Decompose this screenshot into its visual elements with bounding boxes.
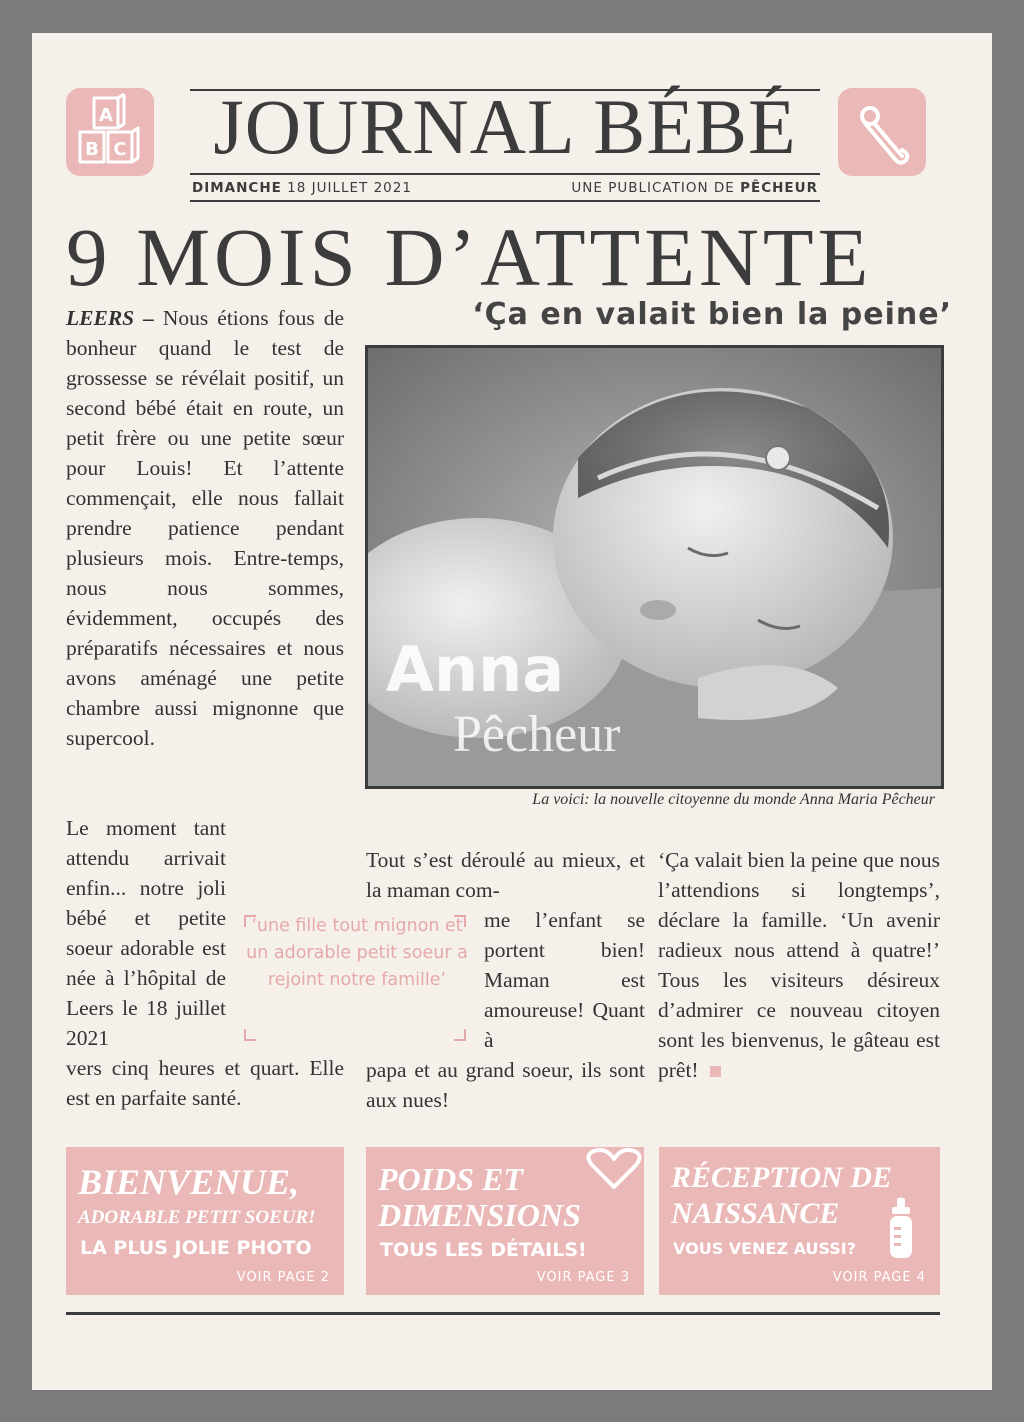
article-paragraph-2a-text: Le moment tant attendu arrivait enfin... notre joli bébé et petite soeur adorable est née à l’hôpital de Leers le 18 juillet 2021 — [66, 816, 226, 1050]
pull-quote: ‘une fille tout mignon et un adorable petit soeur a rejoint notre famille’ — [246, 916, 468, 990]
photo-caption: La voici: la nouvelle citoyenne du monde Anna Maria Pêcheur — [532, 791, 935, 808]
publication-prefix: UNE PUBLICATION DE — [571, 180, 735, 196]
article-paragraph-2a — [66, 813, 226, 1053]
promo-weight-link[interactable]: VOIR PAGE 3 — [536, 1270, 630, 1285]
baby-photo — [365, 345, 944, 789]
end-mark-icon — [710, 1066, 721, 1077]
promo-reception-link[interactable]: VOIR PAGE 4 — [832, 1270, 926, 1285]
promo-reception[interactable] — [659, 1147, 940, 1295]
page-headline: 9 MOIS D’ATTENTE — [66, 211, 873, 303]
article-column-2-a: Tout s’est déroulé au mieux, et la maman com- — [366, 848, 645, 902]
dateline-date-text: 18 JUILLET 2021 — [287, 180, 412, 196]
publication-name: PÊCHEUR — [740, 180, 818, 196]
promo-welcome-title: BIENVENUE, — [78, 1162, 300, 1202]
promo-reception-title: RÉCEPTION DE — [671, 1161, 892, 1194]
dateline-date — [192, 180, 412, 196]
promo-reception-subtitle: VOUS VENEZ AUSSI? — [673, 1239, 857, 1258]
article-column-3 — [658, 845, 940, 1085]
article-column-2-bottom — [366, 1055, 645, 1115]
photo-last-name: Pêcheur — [453, 706, 621, 763]
page-subhead: ‘Ça en valait bien la peine’ — [472, 297, 952, 332]
article-column-2-c: papa et au grand soeur, ils sont aux nues! — [366, 1058, 645, 1112]
article-paragraph-2b: vers cinq heures et quart. Elle est en parfaite santé. — [66, 1056, 344, 1110]
article-place: LEERS – — [66, 306, 154, 330]
article-column-2-top — [366, 845, 645, 905]
masthead-title: JOURNAL BÉBÉ — [213, 83, 797, 170]
promo-reception-title-2: NAISSANCE — [671, 1197, 840, 1230]
promo-welcome-subtitle: LA PLUS JOLIE PHOTO — [80, 1237, 312, 1259]
footer-rule — [66, 1312, 940, 1315]
promo-welcome-link[interactable]: VOIR PAGE 2 — [236, 1270, 330, 1285]
promo-weight-title-2: DIMENSIONS — [378, 1197, 581, 1233]
abc-blocks-icon — [66, 88, 154, 176]
promo-weight-subtitle: TOUS LES DÉTAILS! — [380, 1239, 587, 1261]
masthead-mid-rule — [190, 173, 820, 175]
promo-welcome[interactable] — [66, 1147, 344, 1295]
article-column-2-middle — [484, 905, 645, 1055]
article-column-2-b: me l’enfant se portent bien! Maman est amoureuse! Quant à — [484, 908, 645, 1052]
svg-text:A: A — [99, 105, 113, 126]
svg-text:B: B — [85, 139, 99, 160]
article-column-1 — [66, 303, 344, 753]
article-paragraph-1: Nous étions fous de bonheur quand le test de grossesse se révélait positif, un second bébé était en route, un petit frère ou une petite sœur pour Louis! Et l’attente commençait, elle nous fallait prendre patience pendant plusieurs mois. Entre-temps, nous nous sommes, évidemment, occupés des préparatifs nécessaires et nous avons aménagé une petite chambre aussi mignonne que supercool. — [66, 306, 344, 750]
newspaper-page — [32, 33, 992, 1390]
dateline-day: DIMANCHE — [192, 180, 282, 196]
masthead-bottom-rule — [190, 200, 820, 202]
promo-weight-title: POIDS ET — [378, 1161, 523, 1197]
dateline-publication — [571, 180, 818, 196]
svg-text:C: C — [113, 139, 127, 160]
photo-first-name: Anna — [386, 633, 565, 706]
promo-weight[interactable] — [366, 1147, 644, 1295]
heart-icon — [584, 1147, 644, 1196]
safety-pin-icon — [838, 88, 926, 176]
baby-bottle-icon — [884, 1197, 918, 1266]
promo-welcome-title-2: ADORABLE PETIT SOEUR! — [78, 1207, 316, 1228]
article-column-3-text: ‘Ça valait bien la peine que nous l’attendions si longtemps’, déclare la famille. ‘Un avenir radieux nous attend à quatre!’ Tous les visiteurs désireux d’admirer ce nouveau citoyen sont les bienvenus, le gâteau est prêt! — [658, 848, 940, 1082]
